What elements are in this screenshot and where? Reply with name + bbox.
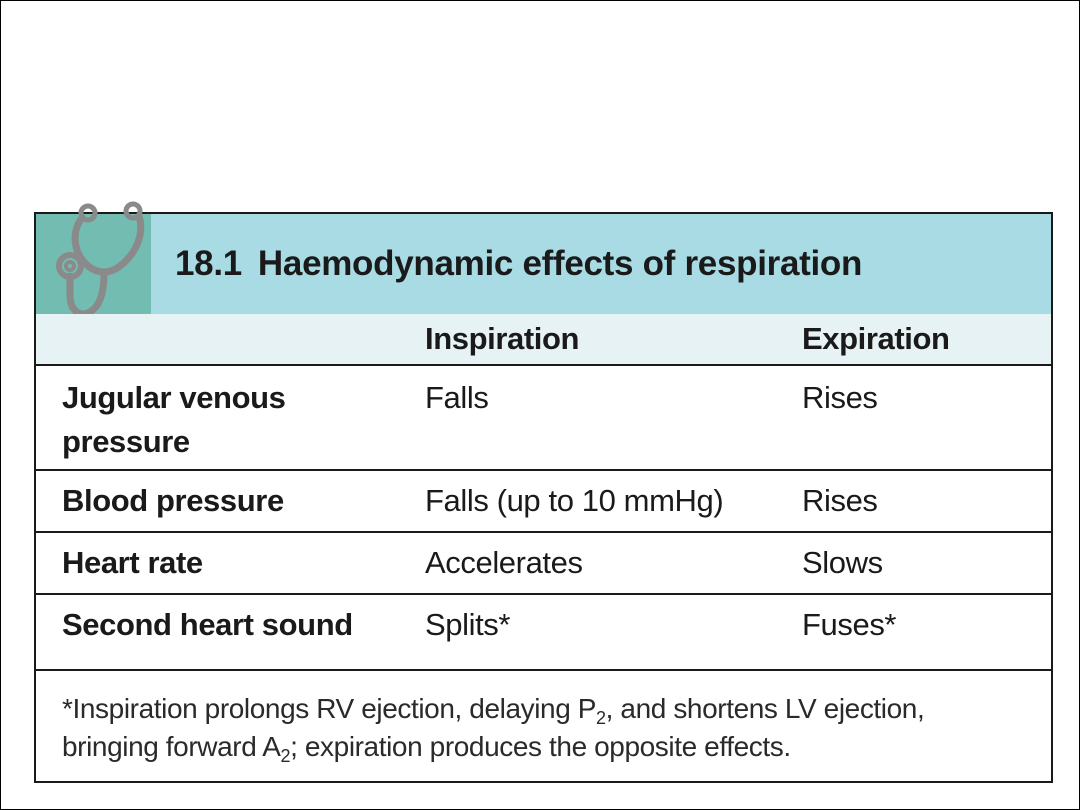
column-header-expiration: Expiration bbox=[802, 321, 950, 356]
row-expiration: Rises bbox=[802, 380, 878, 415]
row-inspiration: Splits* bbox=[425, 607, 511, 642]
row-expiration: Rises bbox=[802, 483, 878, 518]
column-header-inspiration: Inspiration bbox=[425, 321, 580, 356]
row-expiration: Slows bbox=[802, 545, 883, 580]
row-inspiration: Falls (up to 10 mmHg) bbox=[425, 483, 724, 518]
stethoscope-icon bbox=[46, 200, 156, 320]
table-row bbox=[36, 533, 1051, 595]
row-label-line2: pressure bbox=[62, 424, 190, 459]
table-title bbox=[175, 244, 862, 284]
table-number: 18.1 bbox=[175, 244, 242, 283]
footnote-text: *Inspiration prolongs RV ejection, delaying P bbox=[62, 693, 597, 724]
footnote-subscript: 2 bbox=[280, 746, 291, 766]
table-title-text: Haemodynamic effects of respiration bbox=[257, 244, 863, 283]
row-label: Blood pressure bbox=[62, 483, 284, 518]
row-label: Second heart sound bbox=[62, 607, 353, 642]
row-expiration: Fuses* bbox=[802, 607, 897, 642]
footnote-text: , and shortens LV ejection, bbox=[605, 693, 925, 724]
row-inspiration: Accelerates bbox=[425, 545, 583, 580]
row-inspiration: Falls bbox=[425, 380, 489, 415]
table-row bbox=[36, 595, 1051, 671]
info-box bbox=[34, 212, 1053, 783]
footnote-subscript: 2 bbox=[596, 708, 606, 728]
footnote-text: ; expiration produces the opposite effects. bbox=[290, 731, 791, 762]
row-label-line1: Jugular venous bbox=[62, 380, 286, 415]
column-header-row bbox=[36, 314, 1051, 366]
footnote-text: bringing forward A bbox=[62, 731, 281, 762]
row-label: Heart rate bbox=[62, 545, 203, 580]
table-row bbox=[36, 366, 1051, 471]
table-row bbox=[36, 471, 1051, 533]
table-footnote bbox=[62, 690, 1022, 766]
